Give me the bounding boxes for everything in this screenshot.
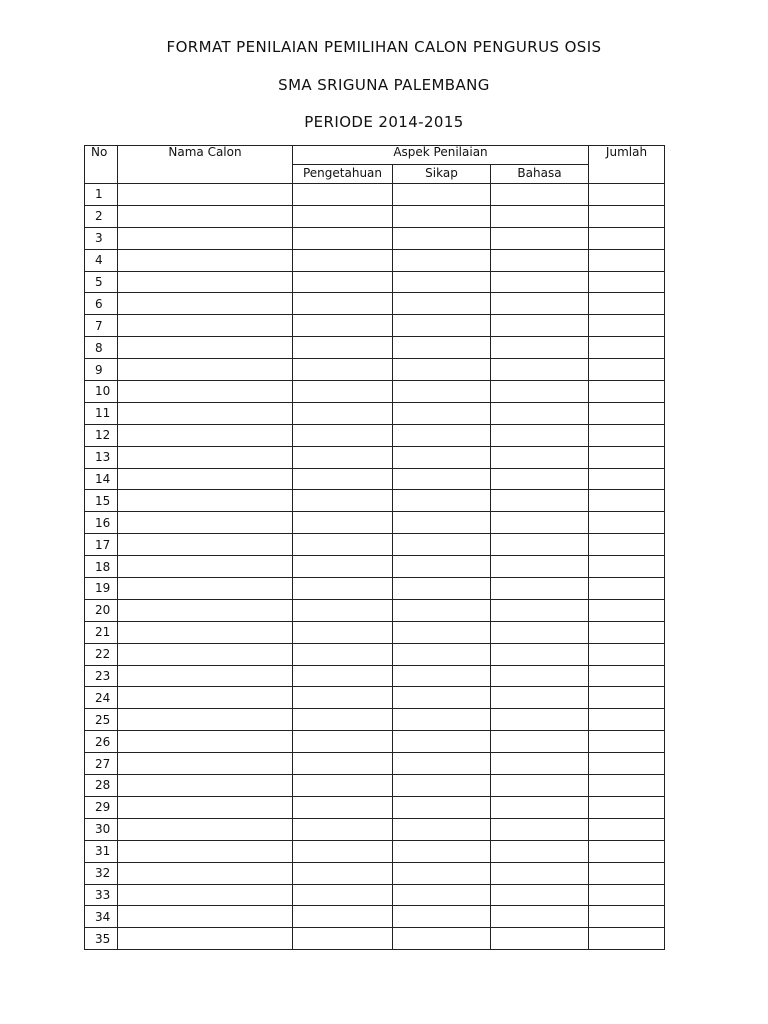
- jumlah-cell[interactable]: [589, 205, 665, 227]
- pengetahuan-cell[interactable]: [293, 556, 393, 578]
- period: PERIODE 2014-2015: [304, 113, 464, 131]
- bahasa-cell[interactable]: [491, 490, 589, 512]
- sikap-cell[interactable]: [393, 928, 491, 950]
- pengetahuan-cell[interactable]: [293, 512, 393, 534]
- pengetahuan-cell[interactable]: [293, 884, 393, 906]
- bahasa-cell[interactable]: [491, 928, 589, 950]
- pengetahuan-cell[interactable]: [293, 599, 393, 621]
- nama-calon-cell[interactable]: [118, 227, 293, 249]
- jumlah-cell[interactable]: [589, 862, 665, 884]
- bahasa-cell[interactable]: [491, 753, 589, 775]
- bahasa-cell[interactable]: [491, 315, 589, 337]
- header-pengetahuan: Pengetahuan: [293, 165, 393, 184]
- row-number: 27: [85, 753, 118, 775]
- sikap-cell[interactable]: [393, 709, 491, 731]
- bahasa-cell[interactable]: [491, 402, 589, 424]
- table-body: [85, 184, 665, 950]
- pengetahuan-cell[interactable]: [293, 534, 393, 556]
- row-number: 2: [85, 205, 118, 227]
- sikap-cell[interactable]: [393, 184, 491, 206]
- nama-calon-cell[interactable]: [118, 424, 293, 446]
- jumlah-cell[interactable]: [589, 731, 665, 753]
- nama-calon-cell[interactable]: [118, 775, 293, 797]
- bahasa-cell[interactable]: [491, 599, 589, 621]
- nama-calon-cell[interactable]: [118, 643, 293, 665]
- bahasa-cell[interactable]: [491, 775, 589, 797]
- row-number: 10: [85, 381, 118, 403]
- row-number: 14: [85, 468, 118, 490]
- row-number: 18: [85, 556, 118, 578]
- table-row: [85, 906, 665, 928]
- row-number: 13: [85, 446, 118, 468]
- nama-calon-cell[interactable]: [118, 753, 293, 775]
- row-number: 15: [85, 490, 118, 512]
- nama-calon-cell[interactable]: [118, 709, 293, 731]
- nama-calon-cell[interactable]: [118, 271, 293, 293]
- table-row: [85, 884, 665, 906]
- bahasa-cell[interactable]: [491, 556, 589, 578]
- table-row: [85, 840, 665, 862]
- pengetahuan-cell[interactable]: [293, 446, 393, 468]
- nama-calon-cell[interactable]: [118, 359, 293, 381]
- nama-calon-cell[interactable]: [118, 665, 293, 687]
- nama-calon-cell[interactable]: [118, 512, 293, 534]
- nama-calon-cell[interactable]: [118, 578, 293, 600]
- jumlah-cell[interactable]: [589, 271, 665, 293]
- sikap-cell[interactable]: [393, 446, 491, 468]
- row-number: 25: [85, 709, 118, 731]
- sikap-cell[interactable]: [393, 424, 491, 446]
- table-row: [85, 687, 665, 709]
- sikap-cell[interactable]: [393, 556, 491, 578]
- pengetahuan-cell[interactable]: [293, 687, 393, 709]
- nama-calon-cell[interactable]: [118, 446, 293, 468]
- row-number: 24: [85, 687, 118, 709]
- sikap-cell[interactable]: [393, 665, 491, 687]
- table-row: [85, 599, 665, 621]
- bahasa-cell[interactable]: [491, 884, 589, 906]
- table-row: [85, 709, 665, 731]
- bahasa-cell[interactable]: [491, 249, 589, 271]
- table-row: [85, 731, 665, 753]
- jumlah-cell[interactable]: [589, 775, 665, 797]
- nama-calon-cell[interactable]: [118, 337, 293, 359]
- row-number: 12: [85, 424, 118, 446]
- bahasa-cell[interactable]: [491, 184, 589, 206]
- table-row: [85, 796, 665, 818]
- table-row: [85, 446, 665, 468]
- sikap-cell[interactable]: [393, 884, 491, 906]
- jumlah-cell[interactable]: [589, 928, 665, 950]
- bahasa-cell[interactable]: [491, 512, 589, 534]
- jumlah-cell[interactable]: [589, 184, 665, 206]
- table-row: [85, 359, 665, 381]
- nama-calon-cell[interactable]: [118, 184, 293, 206]
- jumlah-cell[interactable]: [589, 556, 665, 578]
- nama-calon-cell[interactable]: [118, 840, 293, 862]
- pengetahuan-cell[interactable]: [293, 359, 393, 381]
- header-aspek-penilaian: Aspek Penilaian: [293, 146, 589, 165]
- pengetahuan-cell[interactable]: [293, 490, 393, 512]
- jumlah-cell[interactable]: [589, 249, 665, 271]
- bahasa-cell[interactable]: [491, 446, 589, 468]
- jumlah-cell[interactable]: [589, 490, 665, 512]
- nama-calon-cell[interactable]: [118, 534, 293, 556]
- table-row: [85, 184, 665, 206]
- sikap-cell[interactable]: [393, 402, 491, 424]
- pengetahuan-cell[interactable]: [293, 249, 393, 271]
- table-row: [85, 818, 665, 840]
- assessment-table: [84, 145, 665, 950]
- row-number: 16: [85, 512, 118, 534]
- nama-calon-cell[interactable]: [118, 205, 293, 227]
- table-row: [85, 424, 665, 446]
- row-number: 3: [85, 227, 118, 249]
- sikap-cell[interactable]: [393, 512, 491, 534]
- sikap-cell[interactable]: [393, 534, 491, 556]
- row-number: 7: [85, 315, 118, 337]
- table-row: [85, 315, 665, 337]
- pengetahuan-cell[interactable]: [293, 862, 393, 884]
- sikap-cell[interactable]: [393, 468, 491, 490]
- table-row: [85, 490, 665, 512]
- jumlah-cell[interactable]: [589, 578, 665, 600]
- document-title: FORMAT PENILAIAN PEMILIHAN CALON PENGURUS OSIS: [166, 38, 602, 56]
- row-number: 31: [85, 840, 118, 862]
- sikap-cell[interactable]: [393, 205, 491, 227]
- pengetahuan-cell[interactable]: [293, 775, 393, 797]
- row-number: 22: [85, 643, 118, 665]
- row-number: 1: [85, 184, 118, 206]
- jumlah-cell[interactable]: [589, 709, 665, 731]
- bahasa-cell[interactable]: [491, 534, 589, 556]
- nama-calon-cell[interactable]: [118, 796, 293, 818]
- nama-calon-cell[interactable]: [118, 687, 293, 709]
- jumlah-cell[interactable]: [589, 906, 665, 928]
- table-row: [85, 862, 665, 884]
- bahasa-cell[interactable]: [491, 840, 589, 862]
- table-row: [85, 249, 665, 271]
- pengetahuan-cell[interactable]: [293, 906, 393, 928]
- nama-calon-cell[interactable]: [118, 621, 293, 643]
- nama-calon-cell[interactable]: [118, 862, 293, 884]
- row-number: 17: [85, 534, 118, 556]
- row-number: 32: [85, 862, 118, 884]
- bahasa-cell[interactable]: [491, 468, 589, 490]
- bahasa-cell[interactable]: [491, 621, 589, 643]
- table-row: [85, 381, 665, 403]
- table-row: [85, 402, 665, 424]
- row-number: 26: [85, 731, 118, 753]
- jumlah-cell[interactable]: [589, 512, 665, 534]
- pengetahuan-cell[interactable]: [293, 753, 393, 775]
- jumlah-cell[interactable]: [589, 293, 665, 315]
- bahasa-cell[interactable]: [491, 862, 589, 884]
- row-number: 4: [85, 249, 118, 271]
- row-number: 21: [85, 621, 118, 643]
- bahasa-cell[interactable]: [491, 731, 589, 753]
- row-number: 5: [85, 271, 118, 293]
- nama-calon-cell[interactable]: [118, 381, 293, 403]
- pengetahuan-cell[interactable]: [293, 621, 393, 643]
- jumlah-cell[interactable]: [589, 818, 665, 840]
- jumlah-cell[interactable]: [589, 337, 665, 359]
- row-number: 9: [85, 359, 118, 381]
- bahasa-cell[interactable]: [491, 687, 589, 709]
- table-row: [85, 271, 665, 293]
- sikap-cell[interactable]: [393, 862, 491, 884]
- sikap-cell[interactable]: [393, 578, 491, 600]
- sikap-cell[interactable]: [393, 490, 491, 512]
- jumlah-cell[interactable]: [589, 687, 665, 709]
- nama-calon-cell[interactable]: [118, 599, 293, 621]
- nama-calon-cell[interactable]: [118, 556, 293, 578]
- bahasa-cell[interactable]: [491, 424, 589, 446]
- pengetahuan-cell[interactable]: [293, 928, 393, 950]
- row-number: 30: [85, 818, 118, 840]
- table-row: [85, 293, 665, 315]
- row-number: 20: [85, 599, 118, 621]
- pengetahuan-cell[interactable]: [293, 643, 393, 665]
- table-row: [85, 534, 665, 556]
- jumlah-cell[interactable]: [589, 643, 665, 665]
- row-number: 33: [85, 884, 118, 906]
- nama-calon-cell[interactable]: [118, 249, 293, 271]
- jumlah-cell[interactable]: [589, 227, 665, 249]
- pengetahuan-cell[interactable]: [293, 709, 393, 731]
- header-nama-calon: Nama Calon: [118, 146, 293, 184]
- jumlah-cell[interactable]: [589, 359, 665, 381]
- sikap-cell[interactable]: [393, 249, 491, 271]
- jumlah-cell[interactable]: [589, 621, 665, 643]
- pengetahuan-cell[interactable]: [293, 731, 393, 753]
- pengetahuan-cell[interactable]: [293, 337, 393, 359]
- sikap-cell[interactable]: [393, 359, 491, 381]
- row-number: 6: [85, 293, 118, 315]
- header-bahasa: Bahasa: [491, 165, 589, 184]
- pengetahuan-cell[interactable]: [293, 468, 393, 490]
- bahasa-cell[interactable]: [491, 381, 589, 403]
- sikap-cell[interactable]: [393, 227, 491, 249]
- jumlah-cell[interactable]: [589, 315, 665, 337]
- row-number: 23: [85, 665, 118, 687]
- header-no: No: [85, 146, 118, 184]
- sikap-cell[interactable]: [393, 643, 491, 665]
- sikap-cell[interactable]: [393, 337, 491, 359]
- nama-calon-cell[interactable]: [118, 884, 293, 906]
- table-row: [85, 928, 665, 950]
- sikap-cell[interactable]: [393, 796, 491, 818]
- nama-calon-cell[interactable]: [118, 731, 293, 753]
- bahasa-cell[interactable]: [491, 227, 589, 249]
- jumlah-cell[interactable]: [589, 381, 665, 403]
- table-row: [85, 227, 665, 249]
- header-jumlah: Jumlah: [589, 146, 665, 184]
- bahasa-cell[interactable]: [491, 665, 589, 687]
- table-row: [85, 665, 665, 687]
- table-row: [85, 556, 665, 578]
- jumlah-cell[interactable]: [589, 840, 665, 862]
- pengetahuan-cell[interactable]: [293, 424, 393, 446]
- nama-calon-cell[interactable]: [118, 315, 293, 337]
- pengetahuan-cell[interactable]: [293, 578, 393, 600]
- table-row: [85, 643, 665, 665]
- jumlah-cell[interactable]: [589, 753, 665, 775]
- sikap-cell[interactable]: [393, 687, 491, 709]
- jumlah-cell[interactable]: [589, 424, 665, 446]
- pengetahuan-cell[interactable]: [293, 818, 393, 840]
- sikap-cell[interactable]: [393, 775, 491, 797]
- nama-calon-cell[interactable]: [118, 293, 293, 315]
- sikap-cell[interactable]: [393, 818, 491, 840]
- sikap-cell[interactable]: [393, 753, 491, 775]
- sikap-cell[interactable]: [393, 271, 491, 293]
- bahasa-cell[interactable]: [491, 359, 589, 381]
- jumlah-cell[interactable]: [589, 402, 665, 424]
- pengetahuan-cell[interactable]: [293, 205, 393, 227]
- table-row: [85, 205, 665, 227]
- row-number: 8: [85, 337, 118, 359]
- table-row: [85, 337, 665, 359]
- jumlah-cell[interactable]: [589, 665, 665, 687]
- bahasa-cell[interactable]: [491, 578, 589, 600]
- sikap-cell[interactable]: [393, 599, 491, 621]
- bahasa-cell[interactable]: [491, 906, 589, 928]
- sikap-cell[interactable]: [393, 621, 491, 643]
- row-number: 35: [85, 928, 118, 950]
- sikap-cell[interactable]: [393, 315, 491, 337]
- nama-calon-cell[interactable]: [118, 490, 293, 512]
- jumlah-cell[interactable]: [589, 599, 665, 621]
- jumlah-cell[interactable]: [589, 796, 665, 818]
- nama-calon-cell[interactable]: [118, 928, 293, 950]
- row-number: 28: [85, 775, 118, 797]
- pengetahuan-cell[interactable]: [293, 227, 393, 249]
- nama-calon-cell[interactable]: [118, 468, 293, 490]
- header-sikap: Sikap: [393, 165, 491, 184]
- table-row: [85, 753, 665, 775]
- nama-calon-cell[interactable]: [118, 906, 293, 928]
- sikap-cell[interactable]: [393, 906, 491, 928]
- bahasa-cell[interactable]: [491, 271, 589, 293]
- bahasa-cell[interactable]: [491, 796, 589, 818]
- bahasa-cell[interactable]: [491, 709, 589, 731]
- table-row: [85, 578, 665, 600]
- row-number: 11: [85, 402, 118, 424]
- table-row: [85, 468, 665, 490]
- row-number: 34: [85, 906, 118, 928]
- table-row: [85, 512, 665, 534]
- nama-calon-cell[interactable]: [118, 818, 293, 840]
- row-number: 19: [85, 578, 118, 600]
- pengetahuan-cell[interactable]: [293, 315, 393, 337]
- bahasa-cell[interactable]: [491, 337, 589, 359]
- pengetahuan-cell[interactable]: [293, 796, 393, 818]
- pengetahuan-cell[interactable]: [293, 271, 393, 293]
- table-row: [85, 621, 665, 643]
- jumlah-cell[interactable]: [589, 468, 665, 490]
- bahasa-cell[interactable]: [491, 818, 589, 840]
- jumlah-cell[interactable]: [589, 534, 665, 556]
- school-name: SMA SRIGUNA PALEMBANG: [278, 76, 490, 94]
- pengetahuan-cell[interactable]: [293, 381, 393, 403]
- sikap-cell[interactable]: [393, 840, 491, 862]
- nama-calon-cell[interactable]: [118, 402, 293, 424]
- pengetahuan-cell[interactable]: [293, 402, 393, 424]
- bahasa-cell[interactable]: [491, 643, 589, 665]
- pengetahuan-cell[interactable]: [293, 665, 393, 687]
- sikap-cell[interactable]: [393, 293, 491, 315]
- bahasa-cell[interactable]: [491, 293, 589, 315]
- table-row: [85, 775, 665, 797]
- sikap-cell[interactable]: [393, 731, 491, 753]
- pengetahuan-cell[interactable]: [293, 840, 393, 862]
- pengetahuan-cell[interactable]: [293, 184, 393, 206]
- jumlah-cell[interactable]: [589, 884, 665, 906]
- row-number: 29: [85, 796, 118, 818]
- bahasa-cell[interactable]: [491, 205, 589, 227]
- sikap-cell[interactable]: [393, 381, 491, 403]
- jumlah-cell[interactable]: [589, 446, 665, 468]
- pengetahuan-cell[interactable]: [293, 293, 393, 315]
